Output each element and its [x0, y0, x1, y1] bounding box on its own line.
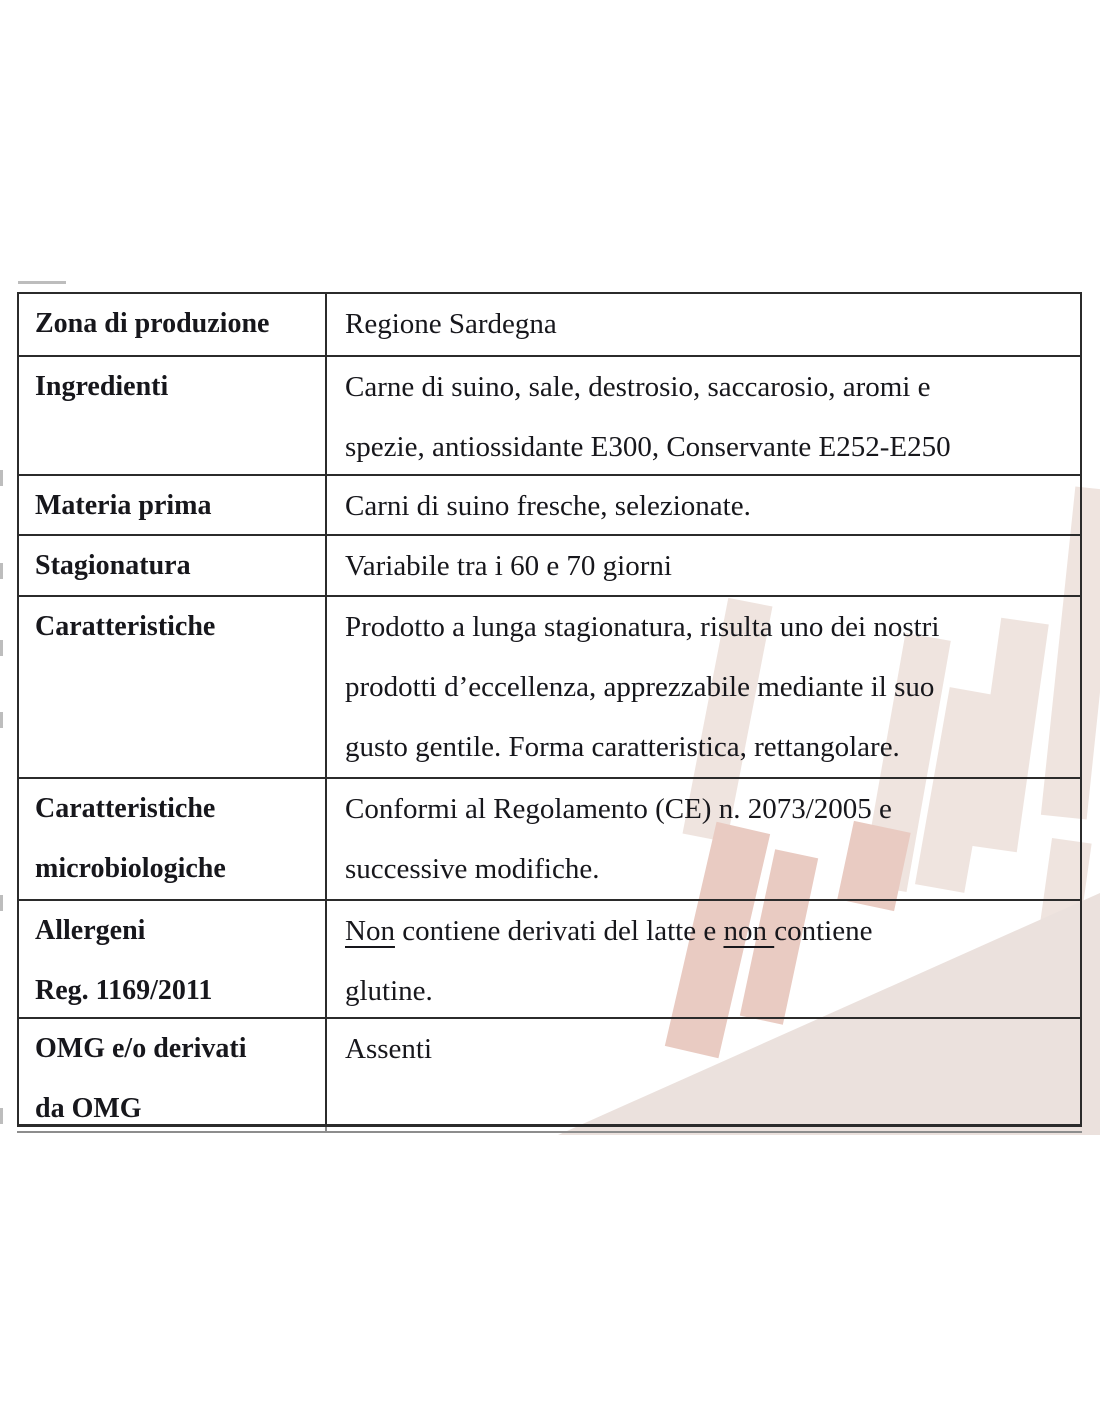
- label-line: Ingredienti: [35, 371, 169, 402]
- label-line: da OMG: [35, 1093, 142, 1124]
- row-label-cell: [19, 476, 327, 534]
- scan-artifact: [0, 712, 3, 728]
- scan-artifact: [0, 1108, 3, 1124]
- value-line: [345, 901, 1080, 961]
- label-line: OMG e/o derivati: [35, 1033, 247, 1064]
- value-segment: Regione Sardegna: [345, 308, 557, 340]
- row-value-cell: [327, 901, 1080, 1017]
- table-row-omg: [19, 1017, 1080, 1124]
- table-row-caratteristiche: [19, 595, 1080, 777]
- row-value-cell: [327, 357, 1080, 474]
- value-line: [345, 417, 1080, 474]
- table-row-caratteristiche-microbiologiche: [19, 777, 1080, 899]
- scan-artifact: [18, 281, 66, 284]
- value-segment-underlined: non: [723, 915, 775, 947]
- value-segment-underlined: Non: [345, 915, 395, 947]
- value-segment: spezie, antiossidante E300, Conservante E252-E250: [345, 431, 951, 463]
- label-line: Caratteristiche: [35, 793, 216, 824]
- value-segment: Carne di suino, sale, destrosio, saccarosio, aromi e: [345, 371, 931, 403]
- value-segment: prodotti d’eccellenza, apprezzabile mediante il suo: [345, 671, 935, 703]
- row-value-cell: [327, 597, 1080, 777]
- value-line: [345, 961, 1080, 1017]
- value-line: [345, 536, 1080, 595]
- row-label-cell: [19, 294, 327, 355]
- scan-artifact: [0, 640, 3, 656]
- table-row-allergeni: [19, 899, 1080, 1017]
- row-label-cell: [19, 901, 327, 1017]
- row-value-cell: [327, 476, 1080, 534]
- cutoff-row-divider-stub: [325, 1127, 327, 1133]
- value-segment: contiene: [774, 915, 873, 947]
- label-line: Stagionatura: [35, 550, 191, 581]
- cutoff-row-line: [17, 1131, 1082, 1133]
- row-label-cell: [19, 597, 327, 777]
- value-line: [345, 657, 1080, 717]
- value-segment: Carni di suino fresche, selezionate.: [345, 490, 751, 522]
- label-line: microbiologiche: [35, 853, 226, 884]
- value-line: [345, 357, 1080, 417]
- row-value-cell: [327, 536, 1080, 595]
- value-line: [345, 1019, 1080, 1079]
- value-segment: successive modifiche.: [345, 853, 600, 885]
- value-line: [345, 717, 1080, 777]
- row-value-cell: [327, 779, 1080, 899]
- value-line: [345, 597, 1080, 657]
- value-line: [345, 476, 1080, 534]
- value-segment: contiene derivati del latte e: [394, 915, 724, 947]
- scan-artifact: [0, 895, 3, 911]
- label-line: Materia prima: [35, 490, 212, 521]
- value-line: [345, 779, 1080, 839]
- value-line: [345, 294, 1080, 354]
- row-label-cell: [19, 536, 327, 595]
- table-row-ingredienti: [19, 355, 1080, 474]
- value-segment: gusto gentile. Forma caratteristica, rettangolare.: [345, 731, 900, 763]
- label-line: Zona di produzione: [35, 308, 270, 339]
- value-segment: Variabile tra i 60 e 70 giorni: [345, 550, 672, 582]
- label-line: Reg. 1169/2011: [35, 975, 213, 1006]
- row-label-cell: [19, 1019, 327, 1124]
- row-label-cell: [19, 357, 327, 474]
- value-segment: Prodotto a lunga stagionatura, risulta uno dei nostri: [345, 611, 940, 643]
- value-segment: Conformi al Regolamento (CE) n. 2073/2005 e: [345, 793, 892, 825]
- scan-artifact: [0, 563, 3, 579]
- value-line: [345, 839, 1080, 899]
- spec-table: [17, 292, 1082, 1127]
- row-value-cell: [327, 1019, 1080, 1124]
- value-segment: glutine.: [345, 975, 433, 1007]
- scan-artifact: [0, 470, 3, 486]
- table-row-stagionatura: [19, 534, 1080, 595]
- label-line: Caratteristiche: [35, 611, 216, 642]
- value-segment: Assenti: [345, 1033, 432, 1065]
- label-line: Allergeni: [35, 915, 146, 946]
- table-row-zona-di-produzione: [19, 294, 1080, 355]
- row-label-cell: [19, 779, 327, 899]
- table-row-materia-prima: [19, 474, 1080, 534]
- row-value-cell: [327, 294, 1080, 355]
